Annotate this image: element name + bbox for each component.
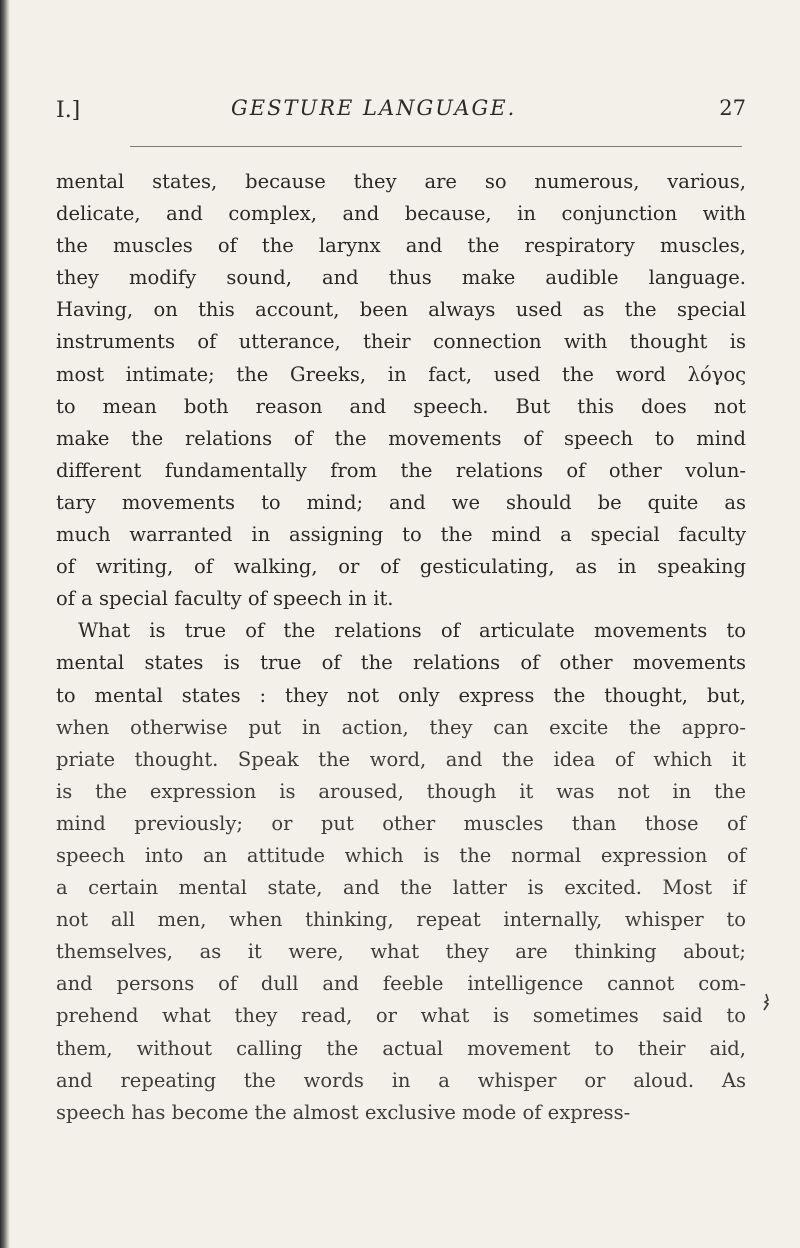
text-line: priate thought. Speak the word, and the idea of which it [56, 747, 746, 771]
text-line: prehend what they read, or what is sometimes said to [56, 1004, 746, 1028]
text-line: of writing, of walking, or of gesticulating, as in speaking [56, 555, 746, 579]
text-line: mental states is true of the relations of other movements [56, 651, 746, 675]
text-line: instruments of utterance, their connection with thought is [56, 330, 746, 354]
text-line: and persons of dull and feeble intelligence cannot com- [56, 972, 746, 996]
text-line: not all men, when thinking, repeat internally, whisper to [56, 908, 746, 932]
text-line: tary movements to mind; and we should be quite as [56, 490, 746, 514]
text-line: when otherwise put in action, they can excite the appro- [56, 715, 746, 739]
binding-edge [0, 0, 10, 1248]
text-line: most intimate; the Greeks, in fact, used the word λόγος [56, 362, 746, 386]
text-line: a certain mental state, and the latter is excited. Most if [56, 876, 746, 900]
running-title: GESTURE LANGUAGE. [231, 96, 517, 120]
text-line: mental states, because they are so numerous, various, [56, 170, 746, 193]
text-line: Having, on this account, been always used as the special [56, 298, 746, 322]
text-line: them, without calling the actual movement to their aid, [56, 1036, 746, 1060]
text-line: themselves, as it were, what they are thinking about; [56, 940, 746, 964]
text-line: of a special faculty of speech in it. [56, 587, 394, 611]
text-line: speech has become the almost exclusive mode of express- [56, 1100, 631, 1124]
text-line: much warranted in assigning to the mind a special faculty [56, 523, 746, 547]
page-number: 27 [719, 96, 746, 120]
text-line: and repeating the words in a whisper or aloud. As [56, 1068, 746, 1092]
body-text [56, 166, 746, 1129]
text-line: speech into an attitude which is the normal expression of [56, 843, 746, 867]
header-rule [130, 146, 742, 147]
text-line: to mental states : they not only express the thought, but, [56, 683, 746, 707]
chapter-number: I.] [56, 98, 81, 123]
text-line: different fundamentally from the relations of other volun- [56, 458, 746, 482]
text-line: mind previously; or put other muscles than those of [56, 811, 746, 835]
ink-mark-icon [762, 993, 770, 1011]
text-line: make the relations of the movements of speech to mind [56, 426, 746, 450]
text-line: is the expression is aroused, though it was not in the [56, 779, 746, 803]
text-line: they modify sound, and thus make audible language. [56, 266, 746, 290]
text-line: What is true of the relations of articulate movements to [78, 619, 746, 643]
text-line: delicate, and complex, and because, in conjunction with [56, 202, 746, 226]
text-line: to mean both reason and speech. But this does not [56, 394, 746, 418]
running-header [56, 92, 746, 132]
text-line: the muscles of the larynx and the respiratory muscles, [56, 234, 746, 258]
